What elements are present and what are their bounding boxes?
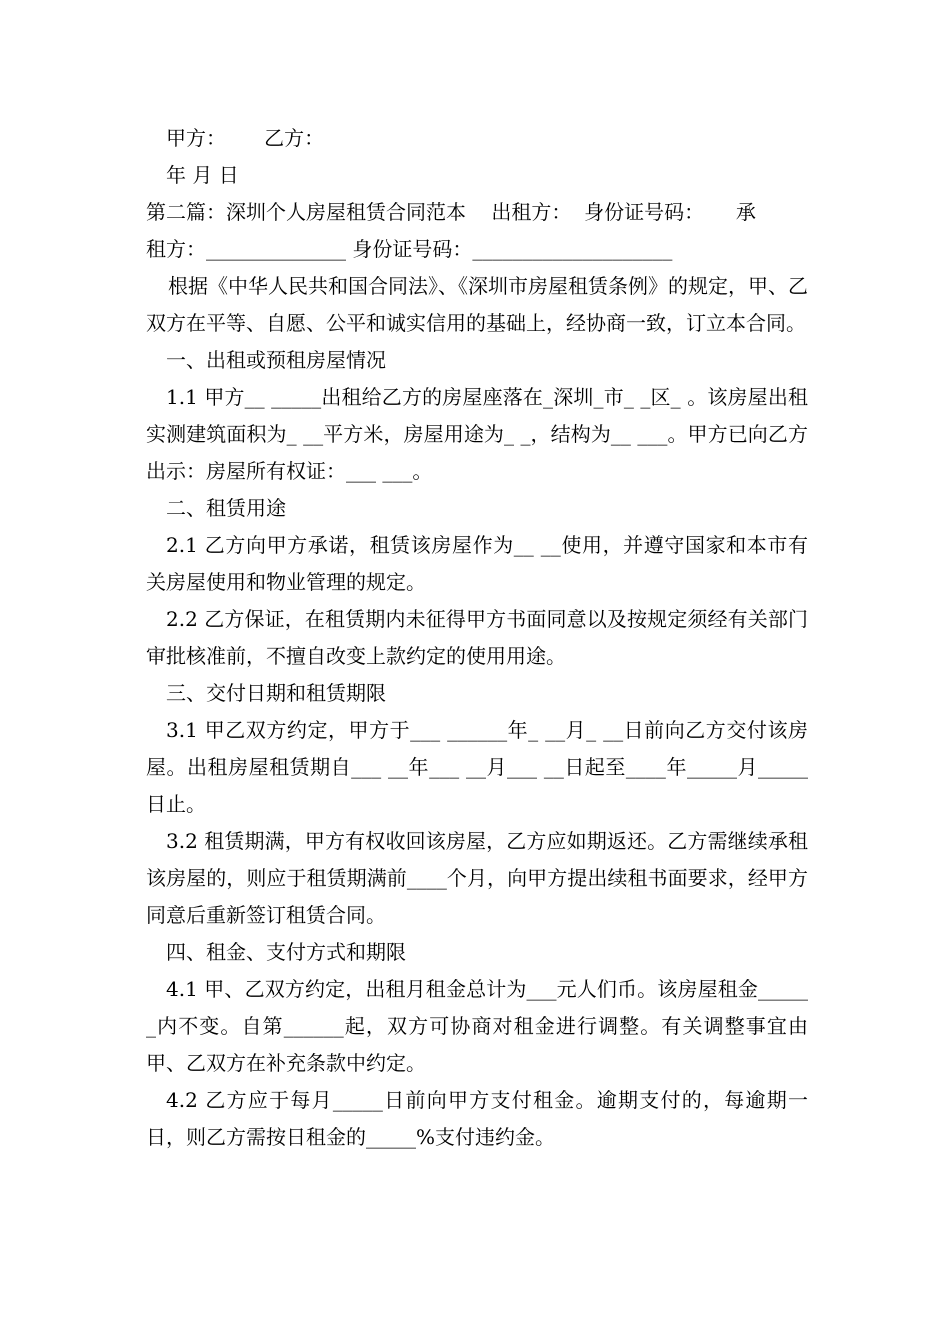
clause-paragraph: 4.1 甲、乙双方约定，出租月租金总计为___元人们币。该房屋租金______内不变。自第______起，双方可协商对租金进行调整。有关调整事宜由甲、乙双方在补充条款中约定。 [146, 977, 808, 1075]
date-line: 年 月 日 [166, 163, 239, 187]
clause-paragraph: 3.2 租赁期满，甲方有权收回该房屋，乙方应如期返还。乙方需继续承租该房屋的，则应于租赁期满前____个月，向甲方提出续租书面要求，经甲方同意后重新签订租赁合同。 [146, 829, 808, 927]
section-heading: 一、出租或预租房屋情况 [166, 348, 386, 372]
signature-line: 甲方： 乙方： [166, 126, 325, 150]
clause-paragraph: 2.1 乙方向甲方承诺，租赁该房屋作为__ __使用，并遵守国家和本市有关房屋使用和物业管理的规定。 [146, 533, 808, 594]
clause-paragraph: 2.2 乙方保证，在租赁期内未征得甲方书面同意以及按规定须经有关部门审批核准前，不擅自改变上款约定的使用用途。 [146, 607, 808, 668]
section-heading: 二、租赁用途 [166, 496, 286, 520]
clause-paragraph: 3.1 甲乙双方约定，甲方于___ ______年_ __月_ __日前向乙方交付该房屋。出租房屋租赁期自___ __年___ __月___ __日起至____年_____月_____日止。 [146, 718, 808, 816]
intro-paragraph: 根据《中华人民共和国合同法》、《深圳市房屋租赁条例》的规定，甲、乙双方在平等、自愿、公平和诚实信用的基础上，经协商一致，订立本合同。 [146, 274, 808, 335]
section-heading: 三、交付日期和租赁期限 [166, 681, 386, 705]
section-heading: 四、租金、支付方式和期限 [166, 940, 406, 964]
header-line-2: 租方：______________ 身份证号码：____________________ [146, 237, 673, 261]
document-body [146, 120, 808, 1156]
header-line-1: 第二篇：深圳个人房屋租赁合同范本 出租方： 身份证号码： 承 [146, 200, 756, 224]
clause-paragraph: 1.1 甲方__ _____出租给乙方的房屋座落在_深圳_市_ _区_ 。该房屋出租实测建筑面积为_ __平方米，房屋用途为_ _，结构为__ ___。甲方已向乙方出示：房屋所有权证：___ ___。 [146, 385, 808, 483]
clause-paragraph: 4.2 乙方应于每月_____日前向甲方支付租金。逾期支付的，每逾期一日，则乙方需按日租金的_____%支付违约金。 [146, 1088, 808, 1149]
